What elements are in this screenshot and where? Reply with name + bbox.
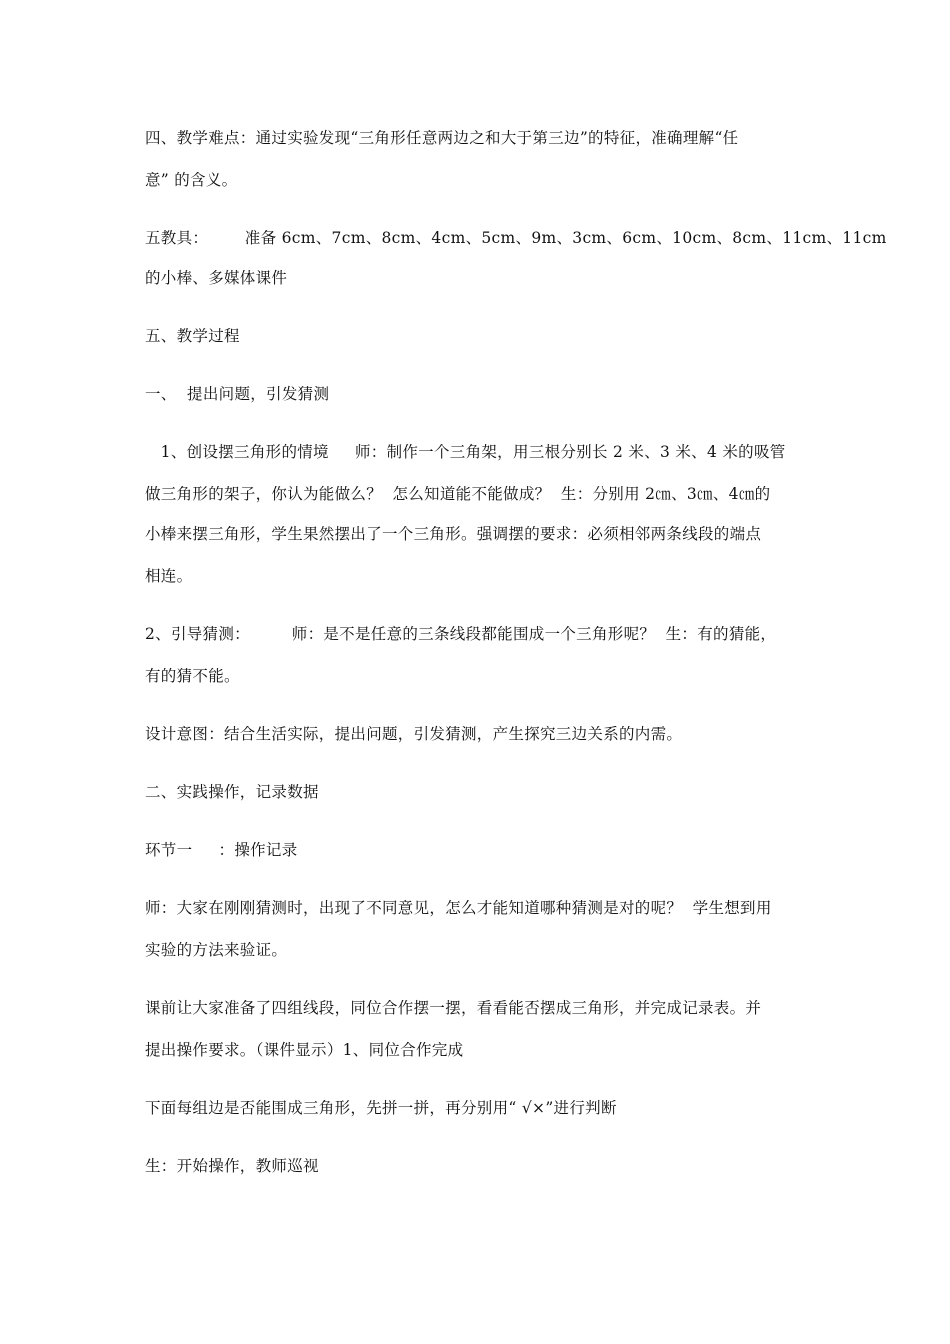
- paragraph-preparation-line-2: 提出操作要求。（课件显示）1、同位合作完成: [145, 1041, 464, 1059]
- paragraph-step-2-line-1: 2、引导猜测： 师：是不是任意的三条线段都能围成一个三角形呢？ 生：有的猜能，: [145, 625, 777, 643]
- paragraph-step-1-line-1: 1、创设摆三角形的情境 师：制作一个三角架，用三根分别长 2 米、3 米、4 米的吸管: [145, 443, 786, 461]
- paragraph-student-operation: 生：开始操作，教师巡视: [145, 1157, 319, 1175]
- paragraph-teaching-difficulty-line-1: 四、教学难点：通过实验发现“三角形任意两边之和大于第三边”的特征，准确理解“任: [145, 129, 739, 147]
- heading-section-one: 一、 提出问题，引发猜测: [145, 385, 330, 403]
- paragraph-step-2-line-2: 有的猜不能。: [145, 667, 240, 685]
- paragraph-step-1-line-4: 相连。: [145, 567, 193, 585]
- paragraph-teaching-difficulty-line-2: 意” 的含义。: [145, 171, 238, 189]
- paragraph-preparation-line-1: 课前让大家准备了四组线段，同位合作摆一摆，看看能否摆成三角形，并完成记录表。并: [145, 999, 762, 1017]
- paragraph-step-1-line-2: 做三角形的架子，你认为能做么？ 怎么知道能不能做成？ 生：分别用 2㎝、3㎝、4㎝的: [145, 485, 771, 503]
- paragraph-teacher-question-line-2: 实验的方法来验证。: [145, 941, 288, 959]
- paragraph-teaching-tools-line-1: 五教具： 准备 6cm、7cm、8cm、4cm、5cm、9m、3cm、6cm、10cm、8cm、11cm、11cm: [145, 229, 887, 247]
- paragraph-design-intent: 设计意图：结合生活实际，提出问题，引发猜测，产生探究三边关系的内需。: [145, 725, 683, 743]
- paragraph-step-1-line-3: 小棒来摆三角形，学生果然摆出了一个三角形。强调摆的要求：必须相邻两条线段的端点: [145, 525, 762, 543]
- heading-teaching-process: 五、教学过程: [145, 327, 240, 345]
- heading-section-two: 二、实践操作，记录数据: [145, 783, 319, 801]
- paragraph-instruction: 下面每组边是否能围成三角形，先拼一拼，再分别用“ √×”进行判断: [145, 1099, 617, 1117]
- paragraph-teacher-question-line-1: 师：大家在刚刚猜测时，出现了不同意见，怎么才能知道哪种猜测是对的呢？ 学生想到用: [145, 899, 772, 917]
- paragraph-teaching-tools-line-2: 的小棒、多媒体课件: [145, 269, 288, 287]
- heading-phase-one: 环节一 ：操作记录: [145, 841, 298, 859]
